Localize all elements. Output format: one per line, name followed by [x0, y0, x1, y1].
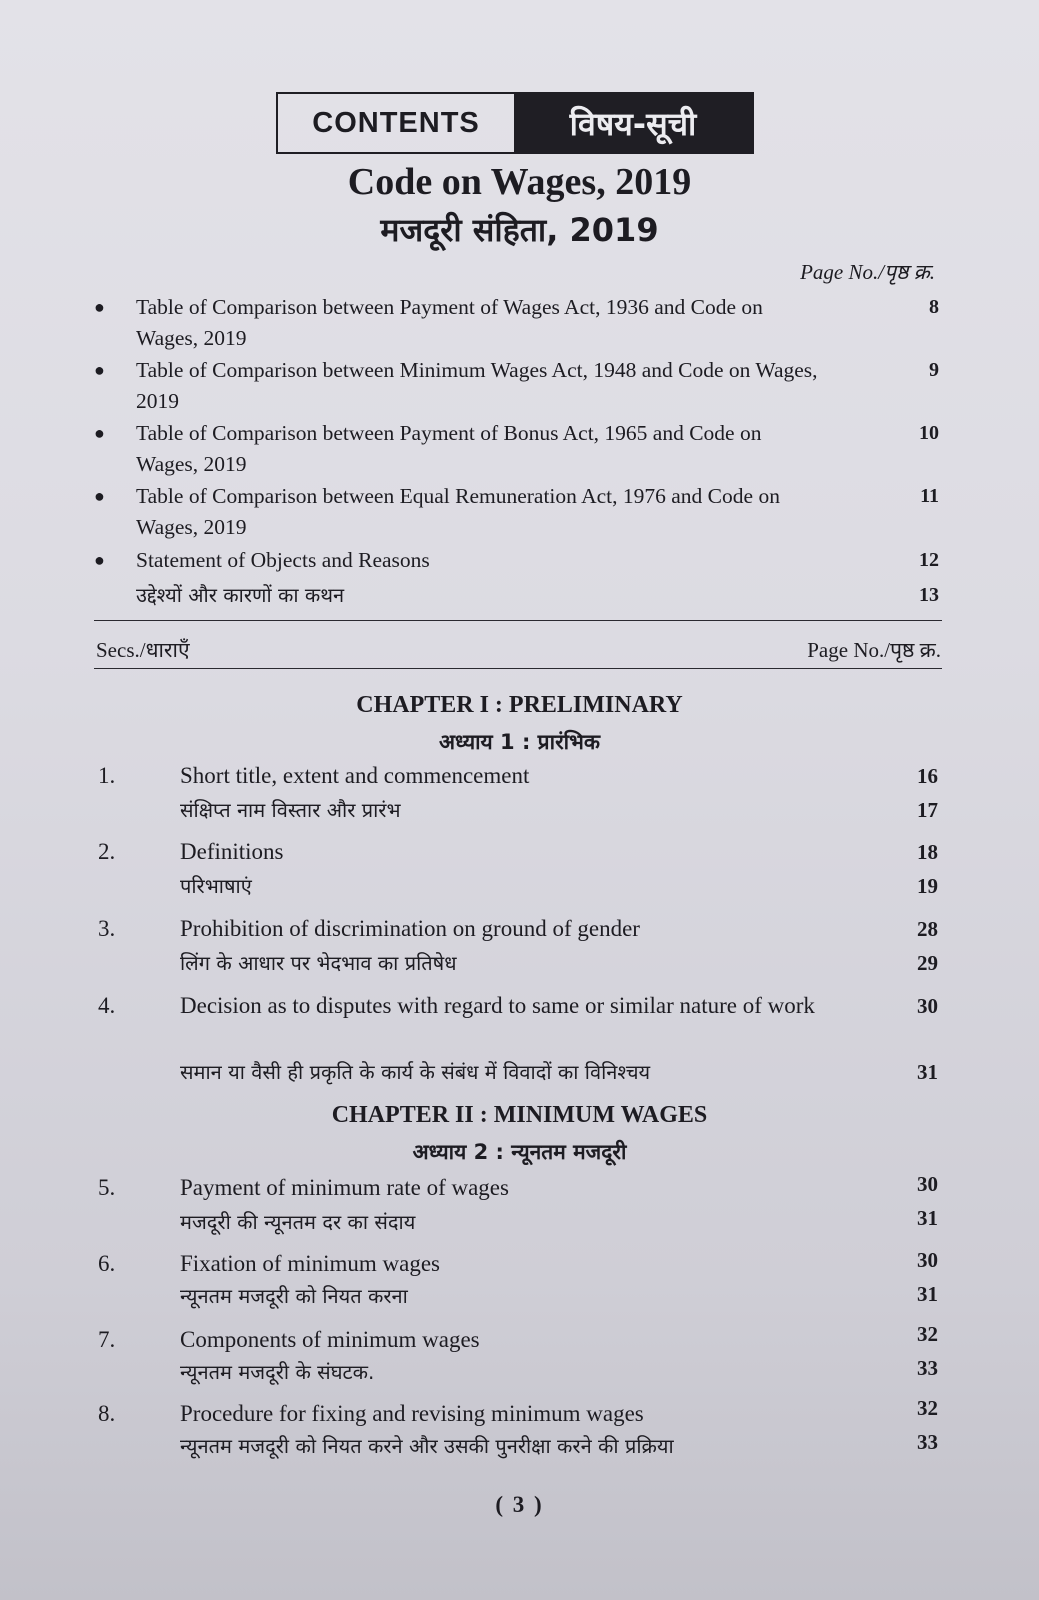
page-number: ( 3 ) — [495, 1492, 544, 1517]
bullet-icon: ● — [94, 423, 105, 443]
section-page-hi: 31 — [917, 1282, 938, 1306]
section-entry — [98, 913, 938, 983]
section-title-en: Prohibition of discrimination on ground of gender — [180, 916, 640, 941]
section-page-en: 30 — [917, 994, 938, 1018]
intro-item — [94, 481, 939, 543]
intro-item-text: Statement of Objects and Reasons — [136, 548, 430, 572]
section-title-hi: न्यूनतम मजदूरी के संघटक. — [180, 1360, 375, 1384]
section-page-hi: 17 — [917, 798, 938, 822]
section-page-hi: 19 — [917, 874, 938, 898]
section-title-en: Components of minimum wages — [180, 1327, 480, 1352]
section-entry — [98, 1248, 938, 1318]
section-entry — [98, 760, 938, 830]
section-entry — [98, 1324, 938, 1394]
section-number: 1. — [98, 763, 116, 788]
book-title-hi: मजदूरी संहिता, 2019 — [380, 211, 659, 249]
section-title-en: Payment of minimum rate of wages — [180, 1175, 509, 1200]
section-title-en: Fixation of minimum wages — [180, 1251, 441, 1276]
chapter-title-hi: अध्याय 2 : न्यूनतम मजदूरी — [412, 1140, 627, 1164]
chapter-title-en: CHAPTER II : MINIMUM WAGES — [331, 1102, 708, 1128]
section-title-en: Procedure for fixing and revising minimum wages — [180, 1401, 644, 1426]
bullet-icon: ● — [94, 550, 105, 570]
page-no-heading: Page No./पृष्ठ क्र. — [800, 260, 935, 284]
bullet-icon: ● — [94, 360, 105, 380]
intro-item-text: उद्देश्यों और कारणों का कथन — [136, 583, 345, 607]
section-title-hi: लिंग के आधार पर भेदभाव का प्रतिषेध — [180, 951, 457, 975]
intro-item-page: 10 — [919, 422, 939, 444]
intro-item — [94, 355, 939, 417]
section-page-en: 32 — [917, 1322, 938, 1346]
section-entry — [98, 990, 938, 1090]
section-number: 4. — [98, 993, 116, 1018]
section-title-hi: संक्षिप्त नाम विस्तार और प्रारंभ — [180, 798, 401, 822]
contents-label-hi: विषय-सूची — [514, 94, 752, 152]
intro-item — [94, 418, 939, 480]
intro-item-page: 11 — [920, 485, 939, 507]
contents-label-en: CONTENTS — [312, 106, 480, 139]
intro-item-page: 8 — [929, 296, 939, 318]
chapter-title-hi: अध्याय 1 : प्रारंभिक — [439, 730, 600, 754]
sections-column-header: Secs./धाराएँ — [96, 638, 190, 662]
section-number: 3. — [98, 916, 116, 941]
section-page-en: 30 — [917, 1248, 938, 1272]
section-page-en: 30 — [917, 1172, 938, 1196]
intro-item-text: Table of Comparison between Equal Remuneration Act, 1976 and Code on Wages, 2019 — [136, 484, 780, 539]
intro-item-page: 12 — [919, 549, 939, 571]
section-page-hi: 33 — [917, 1430, 938, 1454]
intro-item-text: Table of Comparison between Payment of Bonus Act, 1965 and Code on Wages, 2019 — [136, 421, 762, 476]
section-number: 6. — [98, 1251, 116, 1276]
bullet-icon: ● — [94, 297, 105, 317]
section-title-en: Definitions — [180, 839, 284, 864]
divider — [94, 620, 942, 621]
intro-item-text: Table of Comparison between Payment of Wages Act, 1936 and Code on Wages, 2019 — [136, 295, 763, 350]
section-number: 7. — [98, 1327, 116, 1352]
section-title-hi: समान या वैसी ही प्रकृति के कार्य के संबंध में विवादों का विनिश्चय — [180, 1060, 651, 1084]
divider — [94, 668, 942, 669]
section-number: 8. — [98, 1401, 116, 1426]
section-page-en: 16 — [917, 764, 938, 788]
section-title-hi: न्यूनतम मजदूरी को नियत करने और उसकी पुनरीक्षा करने की प्रक्रिया — [180, 1434, 674, 1458]
chapter-title-en: CHAPTER I : PRELIMINARY — [356, 692, 683, 718]
section-title-hi: मजदूरी की न्यूनतम दर का संदाय — [180, 1210, 416, 1234]
intro-item-page: 9 — [929, 359, 939, 381]
section-title-hi: न्यूनतम मजदूरी को नियत करना — [180, 1284, 408, 1308]
section-number: 2. — [98, 839, 116, 864]
section-page-en: 18 — [917, 840, 938, 864]
section-page-hi: 33 — [917, 1356, 938, 1380]
section-title-en: Decision as to disputes with regard to same or similar nature of work — [180, 993, 815, 1018]
section-title-hi: परिभाषाएं — [180, 874, 252, 898]
intro-item-text: Table of Comparison between Minimum Wages Act, 1948 and Code on Wages, 2019 — [136, 358, 818, 413]
section-title-en: Short title, extent and commencement — [180, 763, 530, 788]
section-entry — [98, 836, 938, 906]
section-page-hi: 31 — [917, 1060, 938, 1084]
intro-item — [94, 545, 939, 576]
page-column-header: Page No./पृष्ठ क्र. — [807, 638, 941, 662]
section-page-en: 28 — [917, 917, 938, 941]
contents-heading-box — [276, 92, 754, 154]
section-entry — [98, 1172, 938, 1242]
section-page-hi: 29 — [917, 951, 938, 975]
section-number: 5. — [98, 1175, 116, 1200]
intro-item — [94, 580, 939, 611]
intro-item — [94, 292, 939, 354]
bullet-icon: ● — [94, 486, 105, 506]
section-entry — [98, 1398, 938, 1468]
section-page-en: 32 — [917, 1396, 938, 1420]
intro-item-page: 13 — [919, 584, 939, 606]
section-page-hi: 31 — [917, 1206, 938, 1230]
book-title-en: Code on Wages, 2019 — [347, 161, 692, 203]
